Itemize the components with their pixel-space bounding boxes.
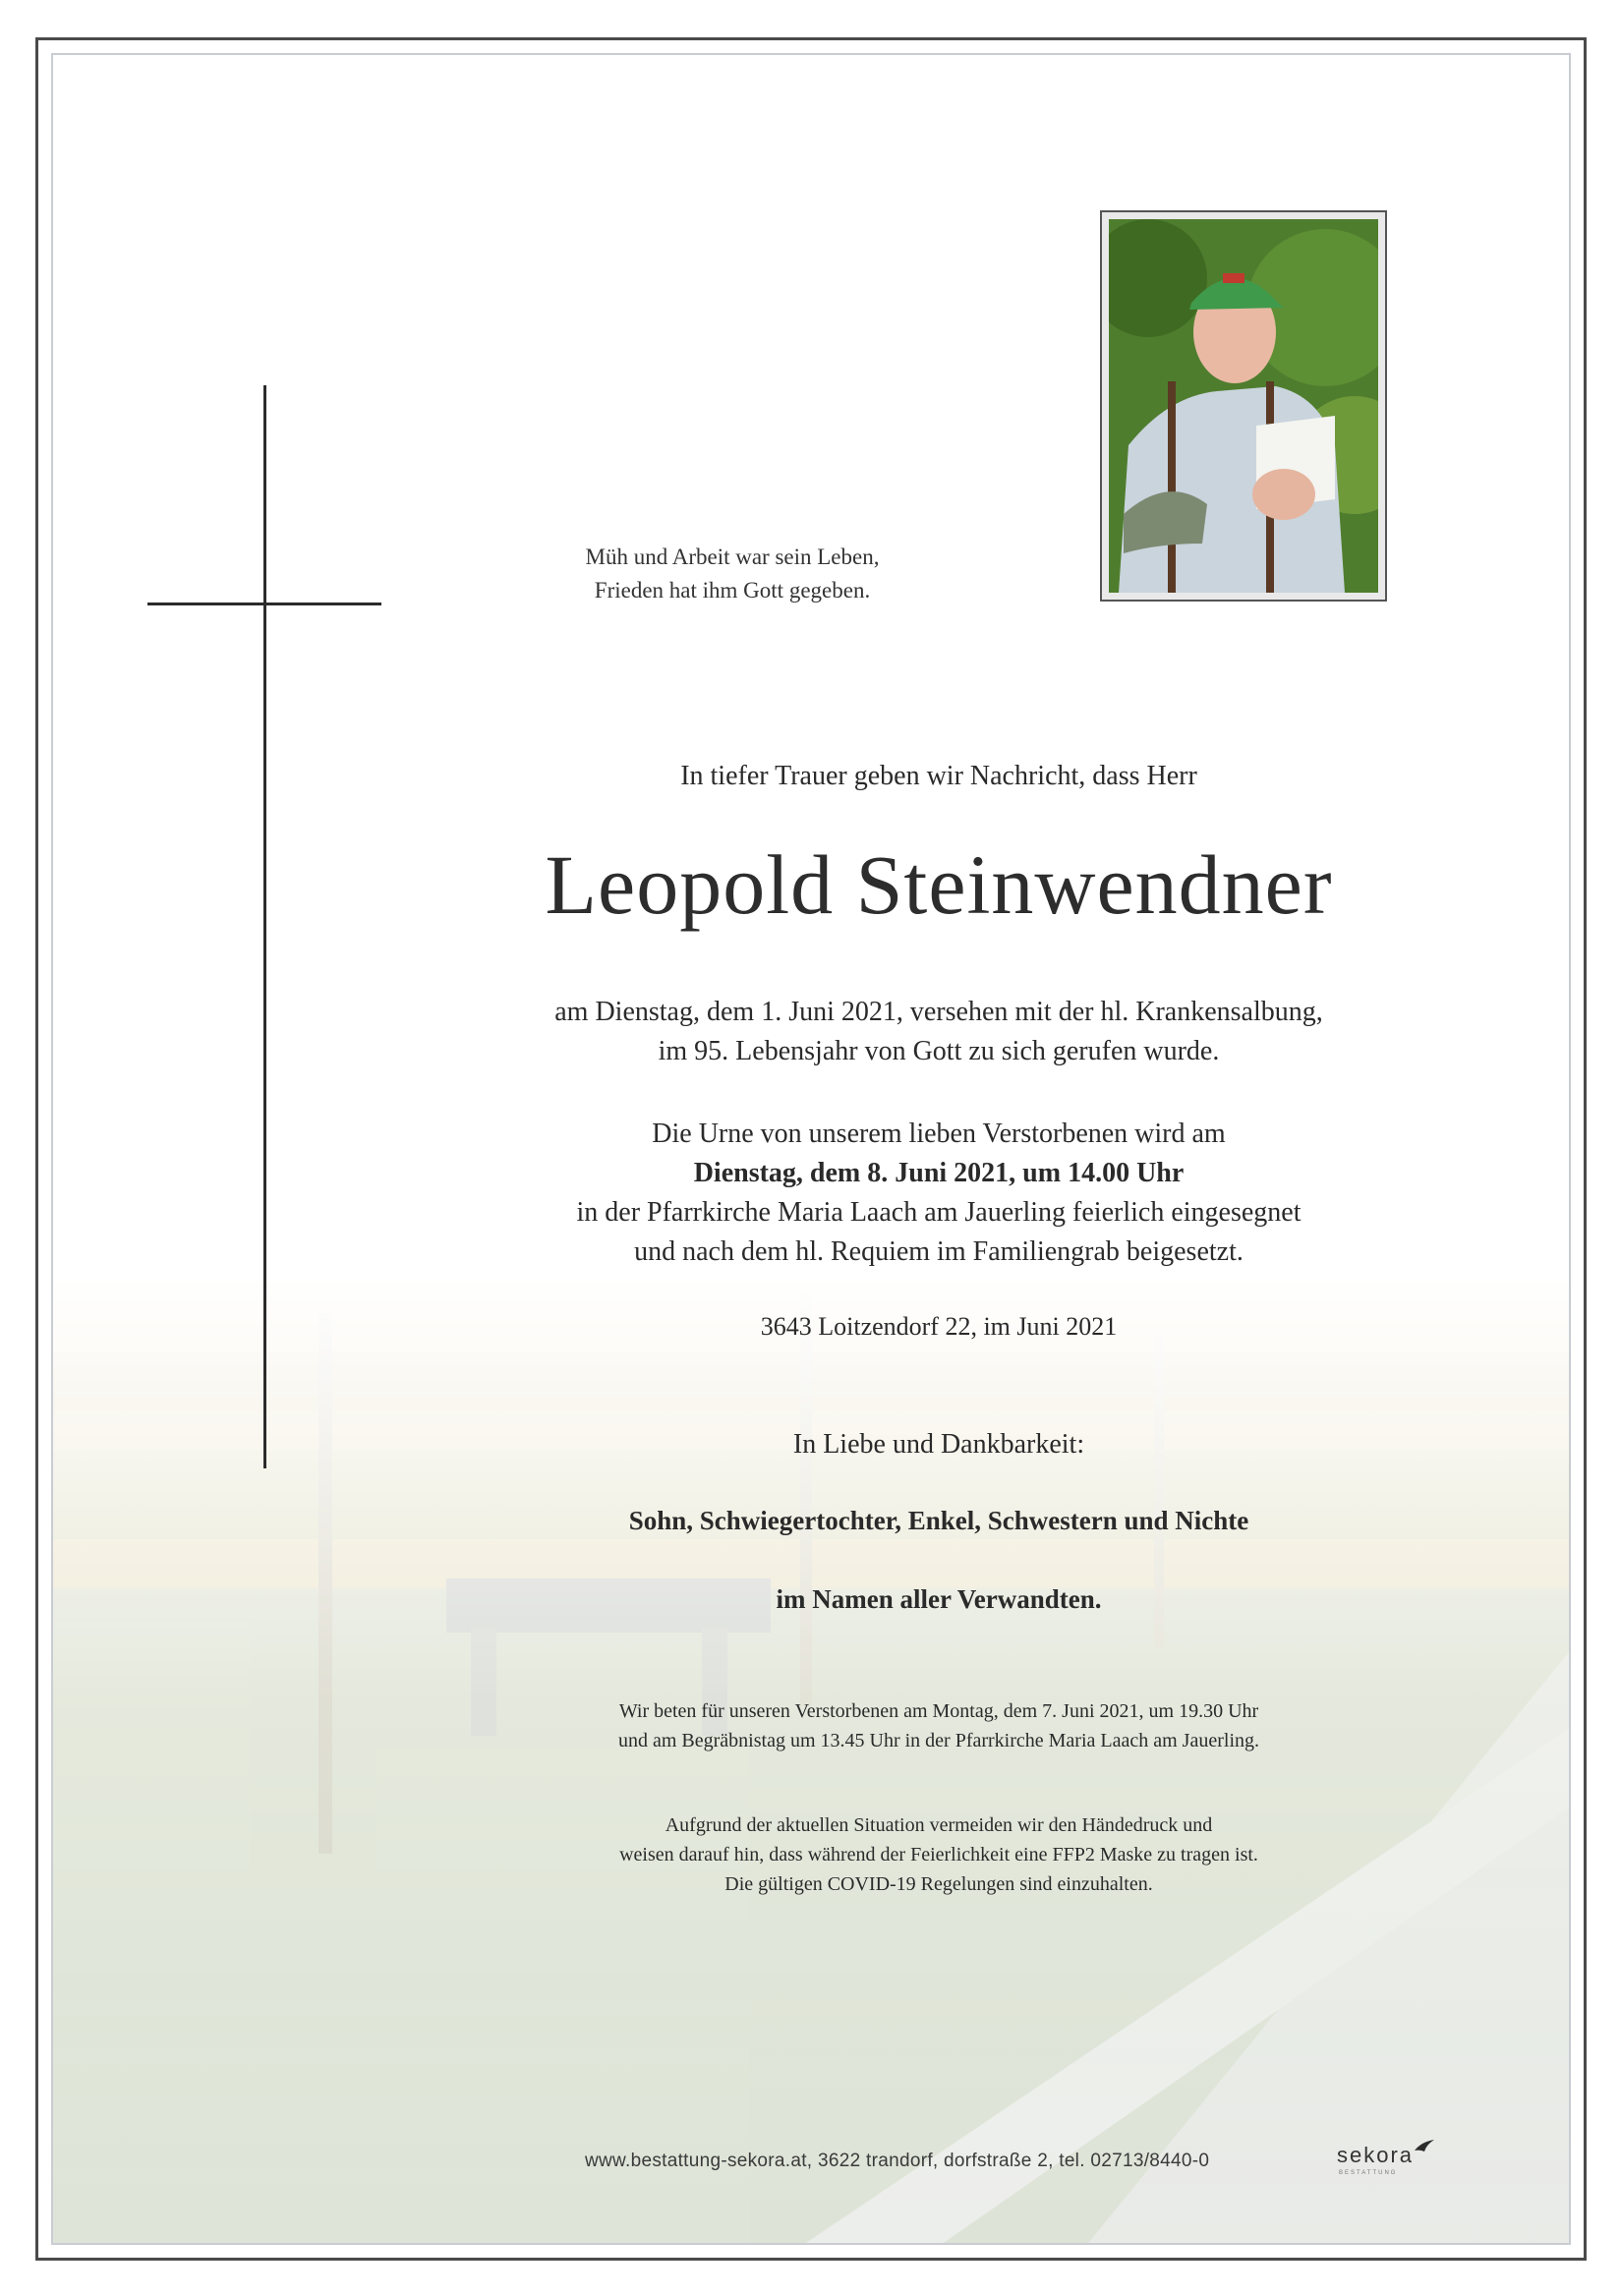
deceased-name: Leopold Steinwendner: [545, 837, 1333, 932]
death-announcement: [413, 993, 1465, 1071]
portrait-photo: [1109, 219, 1378, 593]
thanks-heading: In Liebe und Dankbarkeit:: [792, 1429, 1085, 1460]
funeral-details: [413, 1115, 1465, 1272]
mourners-relatives: im Namen aller Verwandten.: [776, 1584, 1102, 1614]
portrait-photo-frame: [1100, 210, 1387, 602]
footer-contact: www.bestattung-sekora.at, 3622 trandorf, dorfstraße 2, tel. 02713/8440-0: [585, 2151, 1210, 2171]
sekora-logo: [1337, 2143, 1435, 2182]
intro-text: In tiefer Trauer geben wir Nachricht, dass Herr: [680, 761, 1197, 791]
death-line-2: im 95. Lebensjahr von Gott zu sich gerufen wurde.: [658, 1036, 1220, 1066]
covid-notice: [413, 1810, 1465, 1899]
cross-vertical-bar: [263, 385, 266, 1468]
bird-icon: [1414, 2139, 1435, 2156]
motto-verse: [531, 541, 934, 607]
mourners-family: Sohn, Schwiegertochter, Enkel, Schwestern und Nichte: [628, 1506, 1249, 1535]
motto-line-1: Müh und Arbeit war sein Leben,: [585, 545, 880, 569]
funeral-line-3: in der Pfarrkirche Maria Laach am Jauerling feierlich eingesegnet: [576, 1197, 1302, 1228]
cross-horizontal-bar: [147, 603, 381, 605]
prayer-info: [413, 1696, 1465, 1755]
funeral-line-1: Die Urne von unserem lieben Verstorbenen wird am: [652, 1119, 1226, 1149]
covid-line-3: Die gültigen COVID-19 Regelungen sind einzuhalten.: [724, 1873, 1153, 1895]
prayer-line-2: und am Begräbnistag um 13.45 Uhr in der Pfarrkirche Maria Laach am Jauerling.: [617, 1730, 1259, 1751]
address-date: 3643 Loitzendorf 22, im Juni 2021: [760, 1312, 1118, 1341]
logo-wordmark: sekora: [1337, 2143, 1415, 2167]
funeral-date: Dienstag, dem 8. Juni 2021, um 14.00 Uhr: [693, 1158, 1185, 1188]
prayer-line-1: Wir beten für unseren Verstorbenen am Montag, dem 7. Juni 2021, um 19.30 Uhr: [618, 1700, 1259, 1722]
death-line-1: am Dienstag, dem 1. Juni 2021, versehen mit der hl. Krankensalbung,: [554, 997, 1323, 1027]
covid-line-2: weisen darauf hin, dass während der Feierlichkeit eine FFP2 Maske zu tragen ist.: [619, 1844, 1258, 1866]
logo-subtitle: BESTATTUNG: [1339, 2170, 1398, 2176]
motto-line-2: Frieden hat ihm Gott gegeben.: [594, 578, 871, 603]
covid-line-1: Aufgrund der aktuellen Situation vermeiden wir den Händedruck und: [665, 1814, 1213, 1836]
funeral-line-4: und nach dem hl. Requiem im Familiengrab beigesetzt.: [634, 1236, 1244, 1267]
